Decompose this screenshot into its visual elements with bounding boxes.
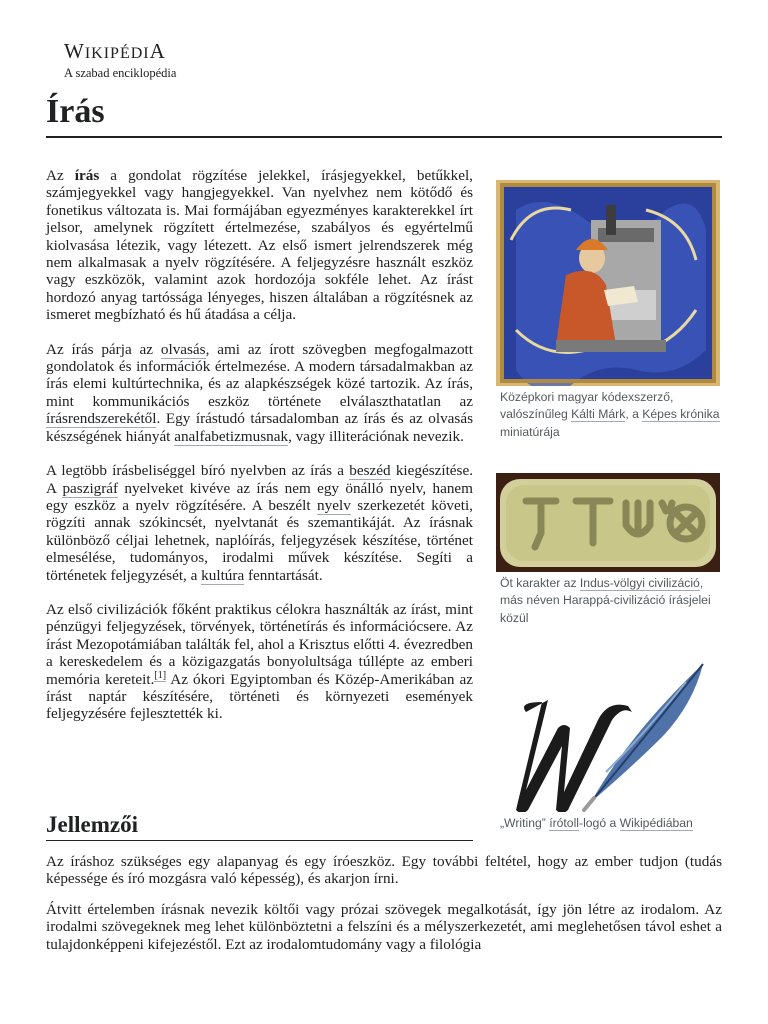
wikipedia-logo[interactable]: [64, 40, 176, 80]
figure-caption: Középkori magyar kódexszerző, valószínűleg Kálti Márk, a Képes krónika miniatúrája: [500, 390, 720, 439]
paragraph-3: A legtöbb írásbeliséggel bíró nyelvben az írás a beszéd kiegészítése. A paszigráf nyelveket kivéve az írás nem egy önálló nyelv, hanem egy eszköz a nyelv rögzítésére. A beszélt nyelv szerkezetét követi, rögzíti annak szókincsét, nyelvtanát és szemantikáját. Az írásnak különböző céljai lehetnek, naplóírás, feljegyzések készítése, történet elmesélése, tudományos, irodalmi művek készítése. Segíti a történetek feljegyzését, a kultúra fenntartását.: [46, 462, 473, 584]
link-paszigraf[interactable]: paszigráf: [62, 479, 119, 497]
link-wikipediaban[interactable]: Wikipédiában: [619, 816, 693, 830]
figure-indus-seal: [496, 473, 720, 627]
figure-writing-logo: [496, 652, 720, 832]
link-irasrendszerek[interactable]: írásrendszerekétől: [46, 410, 157, 428]
figure-caption: „Writing” írótoll-logó a Wikipédiában: [500, 816, 693, 830]
link-irotoll[interactable]: írótoll: [549, 816, 580, 830]
link-nyelv[interactable]: nyelv: [317, 496, 351, 514]
link-kultura[interactable]: kultúra: [201, 566, 245, 584]
section-heading: Jellemzői: [46, 812, 473, 841]
section-paragraph-1: Az íráshoz szükséges egy alapanyag és egy íróeszköz. Egy további feltétel, hogy az ember tudjon (tudás képessége és író mozgásra való képesség), és akarjon írni.: [46, 853, 722, 888]
article-intro: [46, 167, 473, 740]
paragraph-2: Az írás párja az olvasás, ami az írott szövegben megfogalmazott gondolatok és információk értelmezése. A modern társadalmakban az írás elemi kultúrtechnika, és az alapkészségek közé tartozik. Az írás, mint kommunikációs eszköz története elválaszthatatlan az írásrendszerekétől. Egy írástudó társadalomban az írás és az olvasás készségének hiányát analfabetizmusnak, vagy illiterációnak nevezik.: [46, 340, 473, 445]
link-kalti-mark[interactable]: Kálti Márk: [571, 407, 626, 422]
link-indus-volgyi[interactable]: Indus-völgyi civilizáció: [579, 576, 700, 590]
link-beszed[interactable]: beszéd: [349, 462, 391, 480]
logo-wordmark: WIKIPÉDIA: [64, 39, 166, 63]
codex-miniature-image[interactable]: [496, 180, 720, 386]
logo-tagline: A szabad enciklopédia: [64, 66, 177, 80]
link-olvasas[interactable]: olvasás: [160, 340, 206, 358]
paragraph-1: Az írás a gondolat rögzítése jelekkel, írásjegyekkel, betűkkel, számjegyekkel vagy hangjegyekkel. Van nyelvhez nem kötődő és fonetikus változata is. Mai formájában egyezményes karakterekkel írt jelsor, amelynek rögzített értelmezése, szabályos és egyértelmű kiolvasása létezik, vagy létezett. Az első ismert jelrendszerek még nem alkalmasak a nyelv rögzítésére. A feljegyzésre használt eszköz vagy eszközök, valamint azok hordozója sokféle lehet. Az írást hordozó anyag tartóssága lényeges, hiszen általában a rögzítésnek az ismeret megbízható és hű átadása a célja.: [46, 167, 473, 324]
reference-link[interactable]: [1]: [154, 669, 167, 681]
figure-codex: [496, 180, 720, 441]
writing-logo-image[interactable]: [496, 652, 720, 812]
section-body: [46, 853, 722, 966]
section-paragraph-2: Átvitt értelemben írásnak nevezik költői vagy prózai szövegek megalkotását, így jön létre az irodalom. Az irodalmi szövegeknek meg lehet különböztetni a felszíni és a mélyszerkezetét, ami meglehetősen távol eshet a tulajdonképpeni kifejezéstől. Ezt az irodalomtudomány vagy a filológia: [46, 900, 722, 953]
page-title: Írás: [46, 92, 722, 138]
indus-seal-image[interactable]: [496, 473, 720, 572]
figure-caption: Öt karakter az Indus-völgyi civilizáció, más néven Harappá-civilizáció írásjelei közül: [500, 576, 711, 625]
link-analfabetizmus[interactable]: analfabetizmusnak: [174, 427, 289, 445]
paragraph-4: Az első civilizációk főként praktikus célokra használták az írást, mint pénzügyi feljegyzések, törvények, történetírás és információcsere. Az írást Mezopotámiában találták fel, ahol a Krisztus előtti 4. évezredben a kereskedelem és a közigazgatás bonyolultsága túllépte az emberi memória kereteit.[1] Az ókori Egyiptomban és Közép-Amerikában az írást naptár készítésére, történeti és környezeti események feljegyzésére fejlesztették ki.: [46, 600, 474, 723]
link-kepes-kronika[interactable]: Képes krónika: [642, 407, 720, 422]
